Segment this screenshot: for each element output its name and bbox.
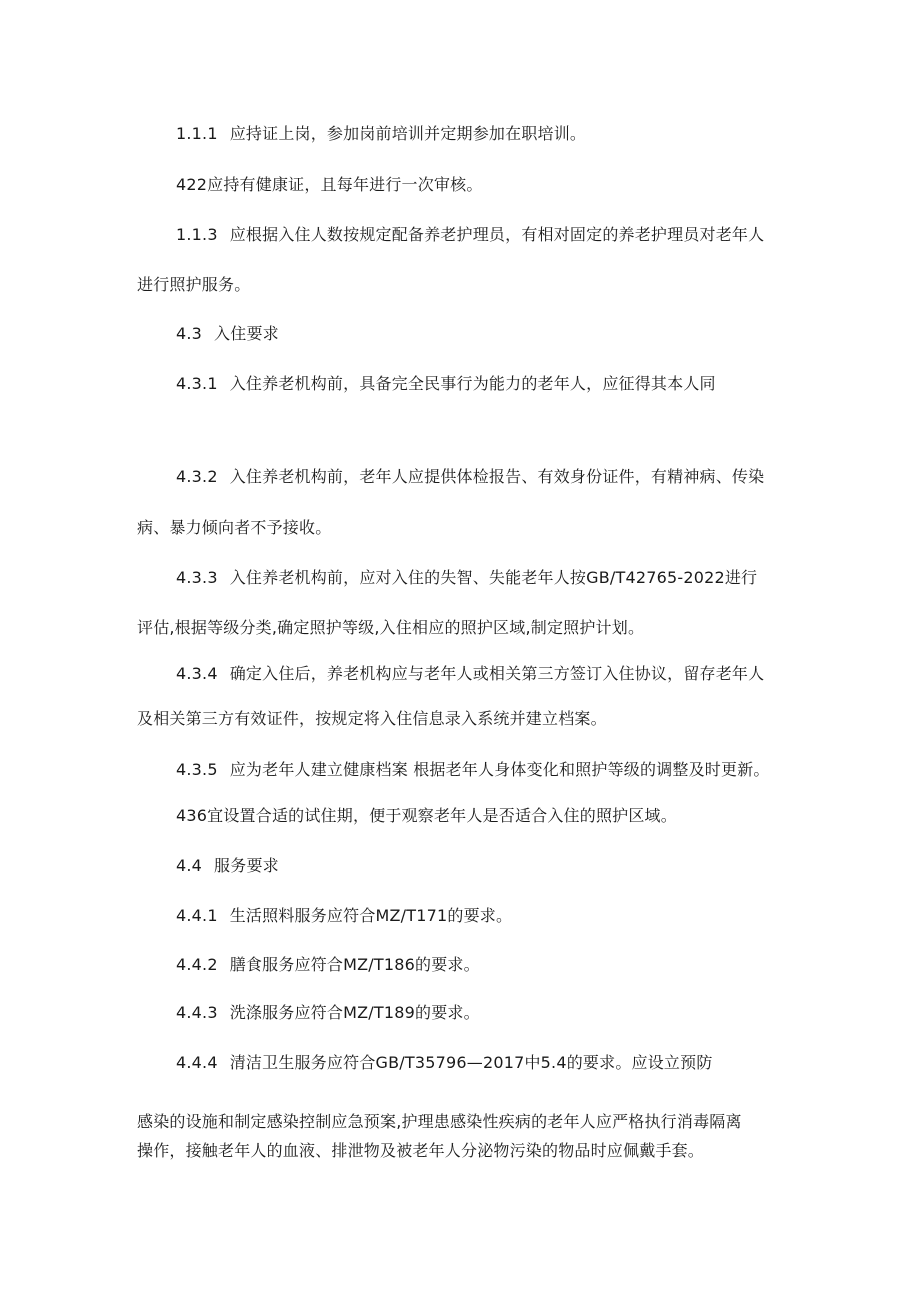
clause-number: 4.3.3 [176, 568, 218, 587]
clause-number: 4.3.4 [176, 664, 218, 683]
clause-4-4-3 [176, 1003, 480, 1023]
clause-text: 评估,根据等级分类,确定照护等级,入住相应的照护区域,制定照护计划。 [137, 618, 645, 637]
clause-4-3-2-continuation [137, 518, 331, 538]
clause-number: 4.4.3 [176, 1003, 218, 1022]
clause-4-4-4 [176, 1053, 713, 1073]
clause-text: 入住养老机构前，具备完全民事行为能力的老年人，应征得其本人同 [229, 374, 716, 393]
clause-text: 应根据入住人数按规定配备养老护理员，有相对固定的养老护理员对老年人 [229, 225, 765, 244]
clause-number: 4.3.1 [176, 374, 218, 393]
clause-4-3-6 [176, 806, 677, 826]
clause-4-3-3 [176, 568, 757, 588]
clause-text: 清洁卫生服务应符合GB/T35796—2017中5.4的要求。应设立预防 [229, 1053, 713, 1072]
clause-1-1-3 [176, 225, 764, 245]
clause-number: 4.3.5 [176, 760, 218, 779]
clause-1-1-1 [176, 124, 586, 144]
clause-text: 422应持有健康证，且每年进行一次审核。 [176, 175, 483, 194]
clause-text: 洗涤服务应符合MZ/T189的要求。 [229, 1003, 480, 1022]
clause-text: 操作，接触老年人的血液、排泄物及被老年人分泌物污染的物品时应佩戴手套。 [137, 1141, 705, 1160]
clause-4-3-4 [176, 664, 764, 684]
clause-4-3-3-continuation [137, 618, 644, 638]
clause-text: 应为老年人建立健康档案 根据老年人身体变化和照护等级的调整及时更新。 [229, 760, 770, 779]
clause-4-4-4-continuation-1 [137, 1112, 742, 1132]
section-4-3-heading [176, 324, 279, 344]
clause-text: 入住养老机构前，应对入住的失智、失能老年人按GB/T42765-2022进行 [229, 568, 758, 587]
clause-number: 4.4.4 [176, 1053, 218, 1072]
clause-4-3-5 [176, 760, 770, 780]
clause-4-3-1 [176, 374, 716, 394]
clause-text: 进行照护服务。 [137, 275, 251, 294]
section-4-4-heading [176, 856, 279, 876]
clause-number: 1.1.3 [176, 225, 218, 244]
clause-4-2-2 [176, 175, 483, 195]
clause-text: 确定入住后，养老机构应与老年人或相关第三方签订入住协议，留存老年人 [229, 664, 765, 683]
clause-4-3-4-continuation [137, 709, 607, 729]
clause-text: 病、暴力倾向者不予接收。 [137, 518, 332, 537]
clause-number: 4.3.2 [176, 467, 218, 486]
clause-text: 感染的设施和制定感染控制应急预案,护理患感染性疾病的老年人应严格执行消毒隔离 [137, 1112, 742, 1131]
clause-number: 4.4.2 [176, 955, 218, 974]
clause-4-3-2 [176, 467, 764, 487]
clause-1-1-3-continuation [137, 275, 250, 295]
section-number: 4.3 [176, 324, 203, 343]
clause-4-4-1 [176, 906, 512, 926]
clause-number: 4.4.1 [176, 906, 218, 925]
clause-4-4-4-continuation-2 [137, 1141, 704, 1161]
clause-text: 生活照料服务应符合MZ/T171的要求。 [229, 906, 513, 925]
clause-number: 1.1.1 [176, 124, 218, 143]
clause-text: 436宜设置合适的试住期，便于观察老年人是否适合入住的照护区域。 [176, 806, 677, 825]
section-title: 服务要求 [214, 856, 279, 875]
section-number: 4.4 [176, 856, 203, 875]
clause-text: 应持证上岗，参加岗前培训并定期参加在职培训。 [229, 124, 587, 143]
section-title: 入住要求 [214, 324, 279, 343]
clause-text: 及相关第三方有效证件，按规定将入住信息录入系统并建立档案。 [137, 709, 607, 728]
clause-text: 入住养老机构前，老年人应提供体检报告、有效身份证件，有精神病、传染 [229, 467, 765, 486]
clause-text: 膳食服务应符合MZ/T186的要求。 [229, 955, 480, 974]
clause-4-4-2 [176, 955, 480, 975]
